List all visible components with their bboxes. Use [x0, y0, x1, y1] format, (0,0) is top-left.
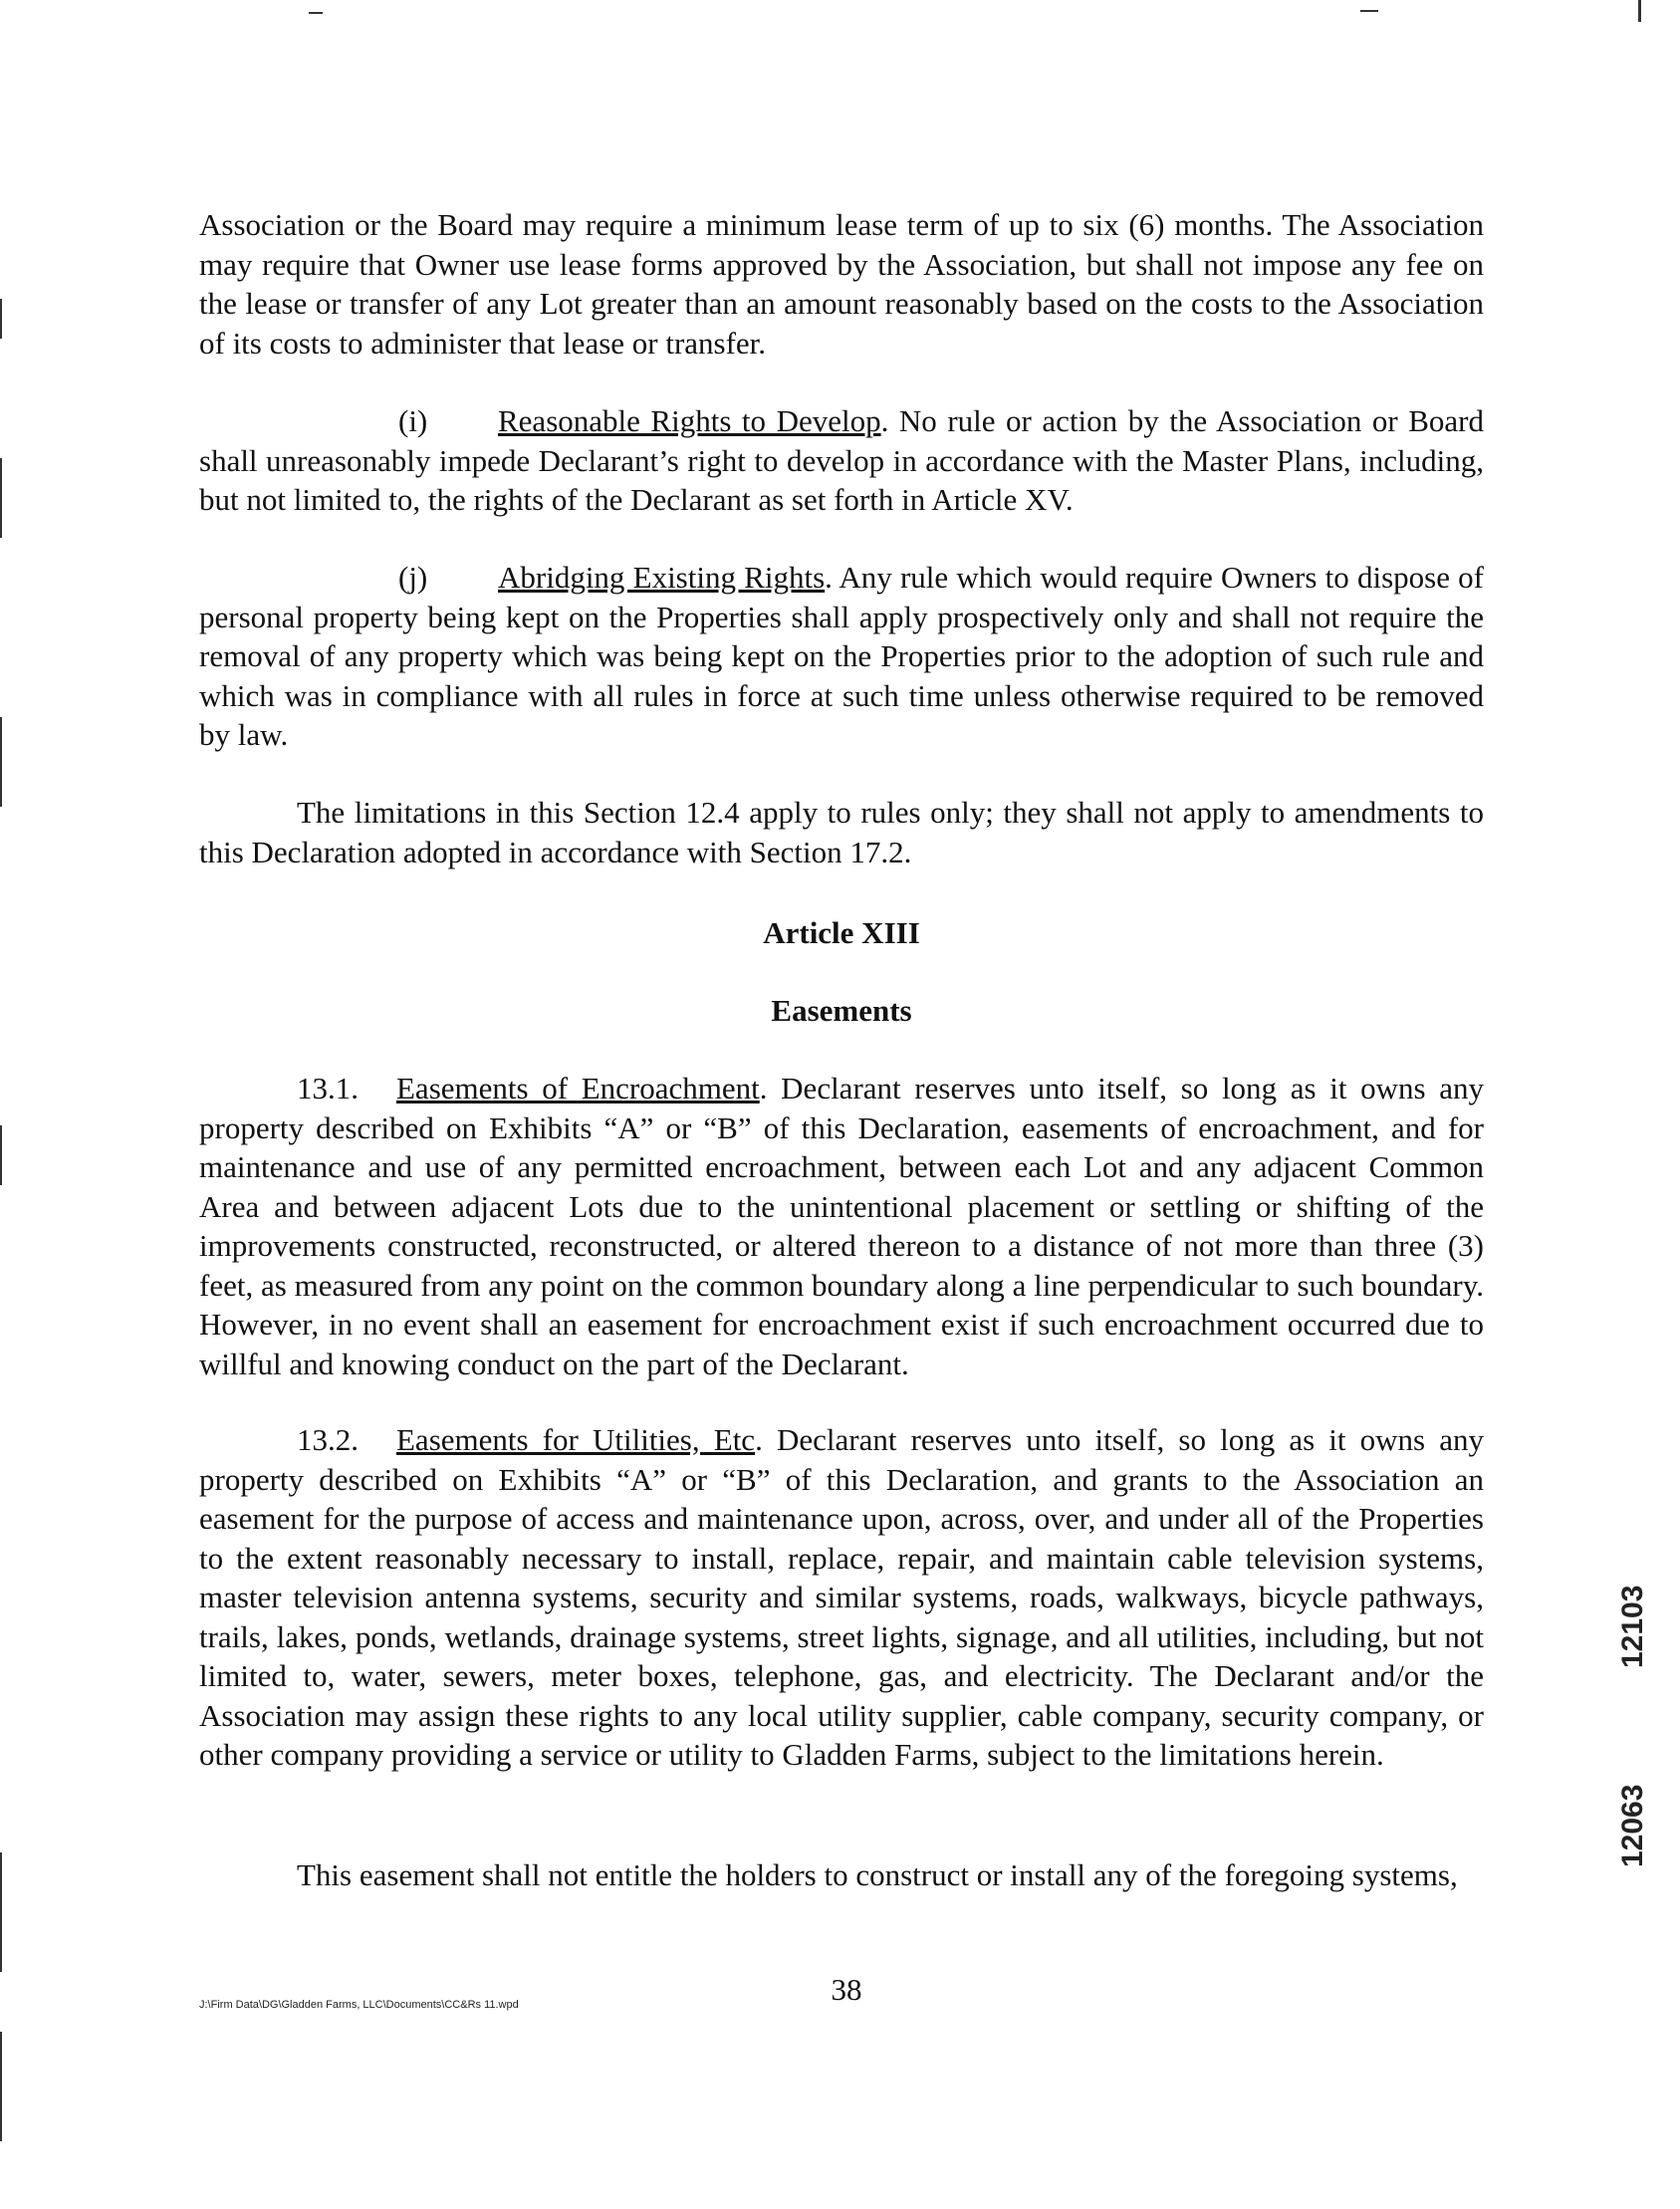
- section-number: 13.2.: [297, 1422, 359, 1457]
- scan-mark: [0, 299, 2, 339]
- paragraph-limitations: [199, 793, 1484, 871]
- section-13-1: [199, 1069, 1484, 1383]
- scan-mark: [1638, 0, 1641, 22]
- section-title: Easements for Utilities, Etc: [396, 1422, 756, 1457]
- page-number: 38: [831, 1972, 862, 2007]
- subsection-marker: (i): [398, 403, 428, 438]
- subsection-j: [199, 558, 1484, 755]
- file-path: J:\Firm Data\DG\Gladden Farms, LLC\Documents\CC&Rs 11.wpd: [199, 1999, 519, 2011]
- article-subtitle: Easements: [771, 993, 912, 1028]
- scan-mark: [0, 458, 2, 538]
- subsection-marker: (j): [398, 560, 428, 595]
- section-body: . Declarant reserves unto itself, so long as it owns any property described on Exhibits “A” or “B” of this Declaration, easements of encroachment, and for maintenance and use of any permitted encroachment, between each Lot and any adjacent Common Area and between adjacent Lots due to the unintentional placement or settling or shifting of the improvements constructed, reconstructed, or altered thereon to a distance of not more than three (3) feet, as measured from any point on the common boundary along a line perpendicular to such boundary. However, in no event shall an easement for encroachment exist if such encroachment occurred due to willful and knowing conduct on the part of the Declarant.: [199, 1071, 1484, 1381]
- subsection-title: Abridging Existing Rights: [498, 560, 826, 595]
- paragraph-easement-limit: [199, 1855, 1484, 1895]
- section-13-2: [199, 1420, 1484, 1775]
- stamp-number-bottom: 12063: [1616, 1784, 1649, 1867]
- scan-mark: [0, 1852, 2, 1972]
- paragraph-lease-terms: [199, 205, 1484, 363]
- scan-mark: [1360, 10, 1378, 12]
- paragraph-text: Association or the Board may require a minimum lease term of up to six (6) months. The Association may require that Owner use lease forms approved by the Association, but shall not impose any fee on the lease or transfer of any Lot greater than an amount reasonably based on the costs to the Association of its costs to administer that lease or transfer.: [199, 207, 1484, 361]
- subsection-i: [199, 401, 1484, 520]
- scan-mark: [309, 12, 323, 14]
- scan-mark: [0, 1125, 2, 1185]
- section-title: Easements of Encroachment: [396, 1071, 760, 1105]
- article-title: Article XIII: [763, 915, 920, 950]
- subsection-title: Reasonable Rights to Develop: [498, 403, 881, 438]
- scan-mark: [0, 2032, 2, 2141]
- subsection-body: . Any rule which would require Owners to dispose of personal property being kept on the Properties shall apply prospectively only and shall not require the removal of any property which was being kept on the Properties prior to the adoption of such rule and which was in compliance with all rules in force at such time unless otherwise required to be removed by law.: [199, 560, 1484, 752]
- stamp-number-top: 12103: [1616, 1585, 1649, 1668]
- scan-mark: [0, 717, 2, 807]
- recording-stamp: [1613, 1584, 1653, 1942]
- paragraph-text: This easement shall not entitle the holders to construct or install any of the foregoing systems,: [297, 1857, 1458, 1892]
- paragraph-text: The limitations in this Section 12.4 apply to rules only; they shall not apply to amendments to this Declaration adopted in accordance with Section 17.2.: [199, 795, 1484, 869]
- subsection-body: . No rule or action by the Association or Board shall unreasonably impede Declarant’s right to develop in accordance with the Master Plans, including, but not limited to, the rights of the Declarant as set forth in Article XV.: [199, 403, 1484, 517]
- section-number: 13.1.: [297, 1071, 359, 1105]
- section-body: . Declarant reserves unto itself, so long as it owns any property described on Exhibits “A” or “B” of this Declaration, and grants to the Association an easement for the purpose of access and maintenance upon, across, over, and under all of the Properties to the extent reasonably necessary to install, replace, repair, and maintain cable television systems, master television antenna systems, security and similar systems, roads, walkways, bicycle pathways, trails, lakes, ponds, wetlands, drainage systems, street lights, signage, and all utilities, including, but not limited to, water, sewers, meter boxes, telephone, gas, and electricity. The Declarant and/or the Association may assign these rights to any local utility supplier, cable company, security company, or other company providing a service or utility to Gladden Farms, subject to the limitations herein.: [199, 1422, 1484, 1772]
